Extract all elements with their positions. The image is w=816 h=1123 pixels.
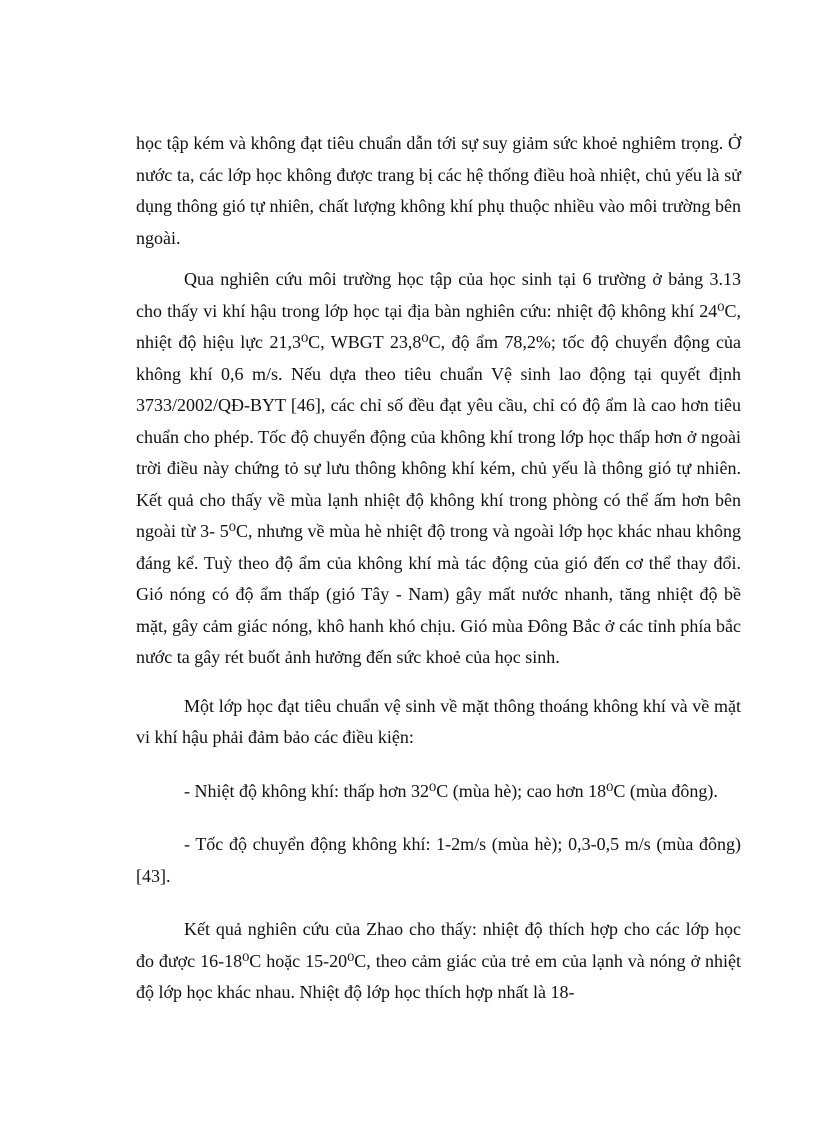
- body-text: [136, 128, 741, 1009]
- paragraph-microclimate-results: Qua nghiên cứu môi trường học tập của học sinh tại 6 trường ở bảng 3.13 cho thấy vi khí hậu trong lớp học tại địa bàn nghiên cứu: nhiệt độ không khí 24⁰C, nhiệt độ hiệu lực 21,3⁰C, WBGT 23,8⁰C, độ ẩm 78,2%; tốc độ chuyển động của không khí 0,6 m/s. Nếu dựa theo tiêu chuẩn Vệ sinh lao động tại quyết định 3733/2002/QĐ-BYT [46], các chỉ số đều đạt yêu cầu, chỉ có độ ẩm là cao hơn tiêu chuẩn cho phép. Tốc độ chuyển động của không khí trong lớp học thấp hơn ở ngoài trời điều này chứng tỏ sự lưu thông không khí kém, chủ yếu là thông gió tự nhiên. Kết quả cho thấy về mùa lạnh nhiệt độ không khí trong phòng có thể ấm hơn bên ngoài từ 3- 5⁰C, nhưng về mùa hè nhiệt độ trong và ngoài lớp học khác nhau không đáng kể. Tuỳ theo độ ẩm của không khí mà tác động của gió đến cơ thể thay đổi. Gió nóng có độ ẩm thấp (gió Tây - Nam) gây mất nước nhanh, tăng nhiệt độ bề mặt, gây cảm giác nóng, khô hanh khó chịu. Gió mùa Đông Bắc ở các tỉnh phía bắc nước ta gây rét buốt ảnh hưởng đến sức khoẻ của học sinh.: [136, 269, 741, 667]
- paragraph-zhao-results: Kết quả nghiên cứu của Zhao cho thấy: nhiệt độ thích hợp cho các lớp học đo được 16-18⁰C hoặc 15-20⁰C, theo cảm giác của trẻ em của lạnh và nóng ở nhiệt độ lớp học khác nhau. Nhiệt độ lớp học thích hợp nhất là 18-: [136, 919, 741, 1002]
- paragraph-continuation: học tập kém và không đạt tiêu chuẩn dẫn tới sự suy giảm sức khoẻ nghiêm trọng. Ở nước ta, các lớp học không được trang bị các hệ thống điều hoà nhiệt, chủ yếu là sử dụng thông gió tự nhiên, chất lượng không khí phụ thuộc nhiều vào môi trường bên ngoài.: [136, 133, 741, 248]
- list-item-air-speed: - Tốc độ chuyển động không khí: 1-2m/s (mùa hè); 0,3-0,5 m/s (mùa đông) [43].: [136, 834, 741, 886]
- paragraph-classroom-standard: Một lớp học đạt tiêu chuẩn vệ sinh về mặt thông thoáng không khí và về mặt vi khí hậu phải đảm bảo các điều kiện:: [136, 695, 741, 747]
- list-item-air-temperature: - Nhiệt độ không khí: thấp hơn 32⁰C (mùa hè); cao hơn 18⁰C (mùa đông).: [184, 780, 718, 801]
